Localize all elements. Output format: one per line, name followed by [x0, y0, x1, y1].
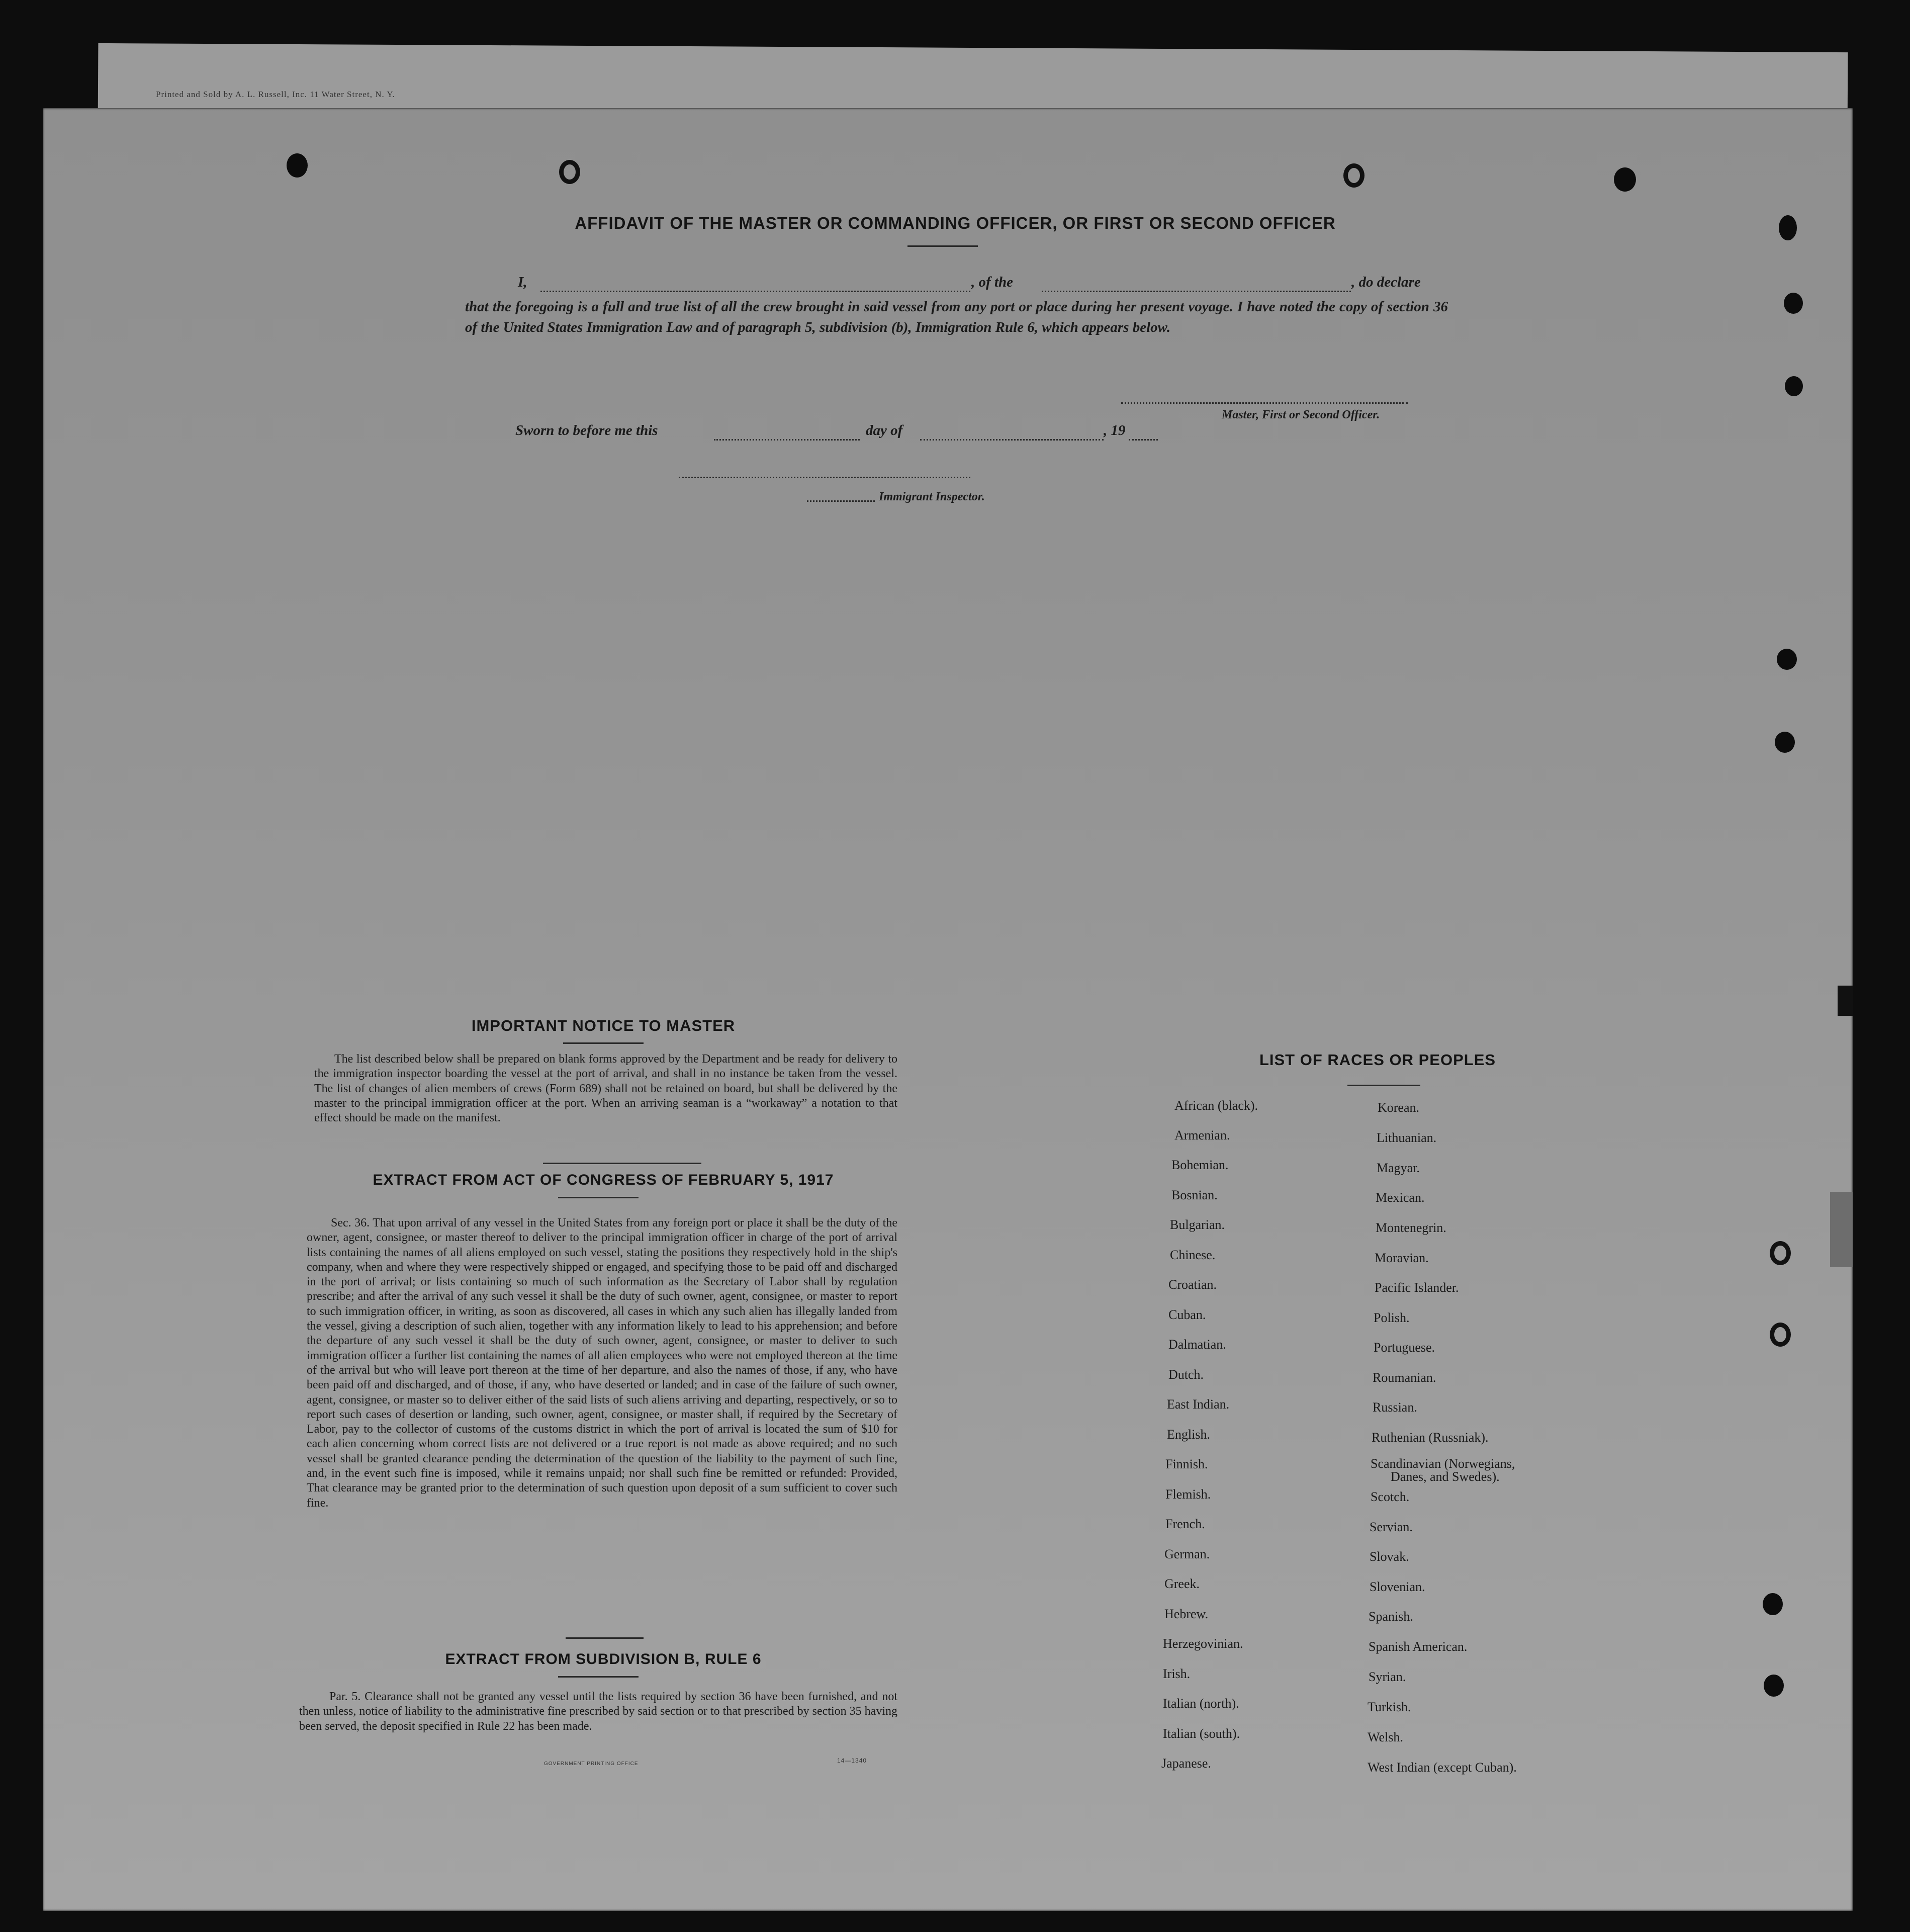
act-divider — [566, 1637, 644, 1639]
officer-signature-label: Master, First or Second Officer. — [1222, 408, 1380, 421]
race-item: Armenian. — [1174, 1128, 1230, 1143]
race-item: Spanish American. — [1369, 1639, 1468, 1654]
race-item: Herzegovinian. — [1163, 1636, 1243, 1651]
race-item: Chinese. — [1170, 1248, 1216, 1262]
race-item: English. — [1167, 1427, 1210, 1442]
race-item: Japanese. — [1161, 1756, 1211, 1771]
race-item: Croatian. — [1168, 1277, 1217, 1292]
edge-tab — [1830, 1192, 1853, 1267]
race-item: Montenegrin. — [1376, 1220, 1446, 1235]
race-item: Cuban. — [1168, 1307, 1206, 1322]
race-item: Hebrew. — [1164, 1607, 1209, 1621]
race-item: African (black). — [1174, 1098, 1258, 1113]
rule-body: Par. 5. Clearance shall not be granted any vessel until the lists required by section 36 have been furnished, and not then unless, notice of liability to the administrative fine prescribed by said section or to that prescribed by section 35 having been served, the deposit specified in Rule 22 has been made. — [299, 1690, 897, 1733]
act-body: Sec. 36. That upon arrival of any vessel in the United States from any foreign port or place it shall be the duty of the owner, agent, consignee, or master thereof to deliver to the principal immigration officer in charge of the port of arrival lists containing the names of all aliens employed on such vessel, stating the positions they respectively hold in the ship's company, when and where they were respectively shipped or engaged, and specifying those to be paid off and discharged in the port of arrival; or lists containing so much of such information as the Secretary of Labor shall by regulation prescribe; and after the arrival of any such vessel it shall be the duty of such owner, agent, consignee, or master to report to such immigration officer, in writing, as soon as discovered, all cases in which any such alien has illegally landed from the vessel, giving a description of such alien, together with any information likely to lead to his apprehension; and before the departure of any such vessel it shall be the duty of such owner, agent, consignee, or master to deliver to such immigration officer a further list containing the names of all alien employees who were not employed thereon at the time of the arrival but who will leave port thereon at the time of her departure, and also the names of those, if any, who have been paid off and discharged, and of those, if any, who have deserted or landed; and in case of the failure of such owner, agent, consignee, or master so to deliver either of the said lists of such aliens arriving and departing, respectively, or so to report such cases of desertion or landing, such owner, agent, consignee, or master shall, if required by the Secretary of Labor, pay to the collector of customs of the customs district in which the port of arrival is located the sum of $10 for each alien concerning whom correct lists are not delivered or a true report is not made as above required; and no such vessel shall be granted clearance pending the determination of the question of the liability to the payment of such fine, and, in the event such fine is imposed, while it remains unpaid; nor shall such fine be remitted or refunded: Provided, That clearance may be granted prior to the determination of such question upon deposit of a sum sufficient to cover such fine. — [307, 1216, 897, 1510]
day-of-label: day of — [866, 422, 903, 438]
race-item: Polish. — [1374, 1310, 1410, 1325]
inspector-label: Immigrant Inspector. — [879, 490, 985, 503]
name-blank — [540, 291, 970, 292]
punch-hole — [1777, 649, 1797, 670]
notice-body: The list described below shall be prepared on blank forms approved by the Department and be ready for delivery to the immigration inspector boarding the vessel at the port of arrival, and shall in no instance be taken from the vessel. The list of changes of alien members of crews (Form 689) shall not be retained on board, but shall be delivered by the master to the principal immigration officer at the port. When an arriving seaman is a “workaway” a notation to that effect should be made on the manifest. — [314, 1052, 897, 1125]
punch-hole — [559, 160, 580, 184]
printer-mark: GOVERNMENT PRINTING OFFICE — [544, 1761, 639, 1767]
race-item: Pacific Islander. — [1375, 1280, 1459, 1295]
affidavit-paragraph: that the foregoing is a full and true list of all the crew brought in said vessel from any port or place during her present voyage. I have noted the copy of section 36 of the United States Immigration Law and of paragraph 5, subdivision (b), Immigration Rule 6, which appears below. — [465, 299, 1448, 335]
race-item: Dutch. — [1168, 1367, 1204, 1382]
notice-underline — [563, 1042, 644, 1044]
punch-hole — [1763, 1593, 1783, 1615]
punch-hole — [1770, 1323, 1791, 1347]
race-item: Mexican. — [1376, 1190, 1425, 1205]
race-item: Bulgarian. — [1170, 1217, 1225, 1232]
form-number: 14—1340 — [837, 1757, 867, 1764]
sworn-label: Sworn to before me this — [515, 422, 658, 438]
race-item: Dalmatian. — [1168, 1337, 1226, 1352]
printer-line: Printed and Sold by A. L. Russell, Inc. 11 Water Street, N. Y. — [156, 90, 395, 99]
races-underline — [1347, 1085, 1420, 1086]
race-item: Moravian. — [1375, 1251, 1429, 1265]
rule-title: EXTRACT FROM SUBDIVISION B, RULE 6 — [445, 1651, 762, 1667]
punch-hole — [1764, 1675, 1784, 1697]
race-item: Bohemian. — [1171, 1158, 1229, 1172]
race-item: Slovenian. — [1370, 1579, 1425, 1594]
race-item: Italian (north). — [1163, 1696, 1239, 1711]
punch-hole — [287, 153, 308, 178]
affidavit-of-the: , of the — [971, 274, 1013, 290]
punch-hole — [1770, 1241, 1791, 1265]
vessel-blank — [1042, 291, 1351, 292]
race-item: Roumanian. — [1373, 1370, 1436, 1385]
race-item: Ruthenian (Russniak). — [1372, 1430, 1489, 1445]
race-item: Scotch. — [1371, 1489, 1410, 1504]
race-item: Magyar. — [1377, 1161, 1420, 1175]
race-item: Flemish. — [1165, 1487, 1211, 1502]
punch-hole — [1775, 732, 1795, 753]
race-item: Slovak. — [1370, 1549, 1409, 1564]
race-item: Scandinavian (Norwegians, — [1371, 1456, 1515, 1471]
punch-hole — [1343, 163, 1365, 188]
rule-underline — [558, 1676, 639, 1678]
sworn-month-blank — [920, 439, 1104, 441]
race-item: Greek. — [1164, 1576, 1200, 1591]
affidavit-title: AFFIDAVIT OF THE MASTER OR COMMANDING OFFICER, OR FIRST OR SECOND OFFICER — [575, 214, 1336, 232]
inspector-signature-line — [679, 477, 970, 478]
act-underline — [558, 1197, 639, 1198]
race-item: Turkish. — [1368, 1700, 1411, 1714]
race-item: Lithuanian. — [1377, 1130, 1437, 1145]
race-item: Russian. — [1373, 1400, 1417, 1415]
race-item: Italian (south). — [1163, 1726, 1240, 1741]
notice-title: IMPORTANT NOTICE TO MASTER — [471, 1017, 736, 1034]
punch-hole — [1784, 293, 1803, 314]
race-item: German. — [1164, 1547, 1210, 1561]
affidavit-do-declare: , do declare — [1351, 274, 1421, 290]
officer-signature-line — [1121, 402, 1408, 404]
race-item: French. — [1165, 1517, 1205, 1531]
punch-hole — [1779, 215, 1797, 240]
act-title: EXTRACT FROM ACT OF CONGRESS OF FEBRUARY 5, 1917 — [373, 1172, 834, 1188]
year-blank — [1129, 439, 1158, 441]
race-item: West Indian (except Cuban). — [1368, 1760, 1517, 1775]
inspector-lead-dots — [807, 500, 875, 502]
title-underline — [907, 245, 978, 247]
race-item: Servian. — [1370, 1520, 1413, 1534]
race-item: Spanish. — [1369, 1609, 1413, 1624]
race-item: Danes, and Swedes). — [1391, 1469, 1500, 1484]
race-item: Finnish. — [1165, 1457, 1208, 1471]
sworn-day-blank — [714, 439, 860, 441]
punch-hole — [1614, 167, 1636, 192]
punch-hole — [1785, 376, 1803, 396]
race-item: Bosnian. — [1171, 1188, 1218, 1202]
affidavit-i: I, — [518, 274, 527, 290]
race-item: Syrian. — [1369, 1670, 1406, 1684]
race-item: Irish. — [1163, 1666, 1191, 1681]
year-label: , 19 — [1104, 422, 1126, 438]
race-item: Korean. — [1378, 1100, 1420, 1115]
race-item: East Indian. — [1167, 1397, 1230, 1412]
document-page — [43, 108, 1853, 1911]
notice-divider — [543, 1163, 701, 1164]
edge-tab — [1838, 986, 1853, 1016]
race-item: Portuguese. — [1374, 1340, 1435, 1355]
races-title: LIST OF RACES OR PEOPLES — [1259, 1051, 1496, 1069]
race-item: Welsh. — [1368, 1730, 1403, 1744]
